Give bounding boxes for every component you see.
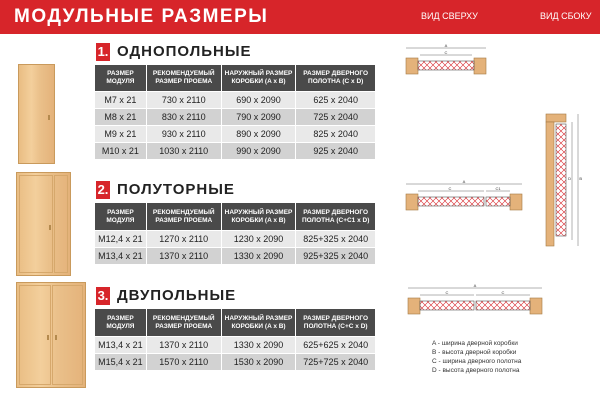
table-cell: 1270 x 2110: [146, 231, 221, 248]
column-header: РАЗМЕР МОДУЛЯ: [95, 203, 147, 231]
table-cell: 930 x 2110: [146, 126, 221, 143]
column-header: РЕКОМЕНДУЕМЫЙ РАЗМЕР ПРОЕМА: [146, 203, 221, 231]
dimension-a-label: A: [462, 180, 466, 184]
table-cell: 1230 x 2090: [221, 231, 296, 248]
double-door-table: [94, 308, 376, 371]
table-cell: M13,4 x 21: [95, 248, 147, 265]
table-cell: 1030 x 2110: [146, 143, 221, 160]
table-cell: M15,4 x 21: [95, 354, 147, 371]
table-cell: 690 x 2090: [221, 92, 296, 109]
column-header: РАЗМЕР ДВЕРНОГО ПОЛОТНА (C+C1 x D): [296, 203, 376, 231]
dimension-c1-label: C1: [495, 186, 501, 191]
dimension-b-label: B: [579, 176, 582, 181]
table-cell: 825 x 2040: [296, 126, 376, 143]
column-header: НАРУЖНЫЙ РАЗМЕР КОРОБКИ (A x B): [221, 203, 296, 231]
dimension-c-label: C: [445, 290, 449, 295]
double-door-top-view-diagram: [404, 284, 546, 322]
table-cell: M9 x 21: [95, 126, 147, 143]
table-cell: 925 x 2040: [296, 143, 376, 160]
column-header: РЕКОМЕНДУЕМЫЙ РАЗМЕР ПРОЕМА: [146, 309, 221, 337]
table-cell: 990 x 2090: [221, 143, 296, 160]
legend: [432, 339, 521, 375]
table-cell: 625 x 2040: [296, 92, 376, 109]
section-3-title: ДВУПОЛЬНЫЕ: [117, 287, 237, 304]
table-cell: M10 x 21: [95, 143, 147, 160]
one-and-half-door-image: [16, 172, 71, 276]
table-cell: 1330 x 2090: [221, 248, 296, 265]
table-cell: 890 x 2090: [221, 126, 296, 143]
side-view-diagram: [540, 110, 584, 250]
single-door-image: [18, 64, 55, 164]
dimension-d-label: D: [568, 176, 571, 181]
table-cell: 725+725 x 2040: [296, 354, 376, 371]
column-header: РЕКОМЕНДУЕМЫЙ РАЗМЕР ПРОЕМА: [146, 65, 221, 92]
table-cell: M12,4 x 21: [95, 231, 147, 248]
table-cell: 730 x 2110: [146, 92, 221, 109]
table-cell: 1370 x 2110: [146, 248, 221, 265]
column-header: РАЗМЕР ДВЕРНОГО ПОЛОТНА (C+C x D): [296, 309, 376, 337]
table-cell: 830 x 2110: [146, 109, 221, 126]
dimension-c-label: C: [501, 290, 505, 295]
column-header: РАЗМЕР МОДУЛЯ: [95, 65, 147, 92]
table-cell: 790 x 2090: [221, 109, 296, 126]
column-header: НАРУЖНЫЙ РАЗМЕР КОРОБКИ (A x B): [221, 309, 296, 337]
page-title: МОДУЛЬНЫЕ РАЗМЕРЫ: [14, 6, 269, 27]
table-cell: 625+625 x 2040: [296, 337, 376, 354]
section-2-number: 2.: [97, 182, 109, 197]
section-3-number: 3.: [97, 288, 109, 303]
table-cell: M8 x 21: [95, 109, 147, 126]
legend-item: D - высота дверного полотна: [432, 367, 520, 374]
section-2-title: ПОЛУТОРНЫЕ: [117, 181, 235, 198]
dimension-a-label: A: [473, 284, 477, 288]
table-cell: 925+325 x 2040: [296, 248, 376, 265]
dimension-a-label: A: [444, 44, 448, 48]
column-header: НАРУЖНЫЙ РАЗМЕР КОРОБКИ (A x B): [221, 65, 296, 92]
one-and-half-door-top-view-diagram: [400, 180, 528, 218]
table-cell: 825+325 x 2040: [296, 231, 376, 248]
table-cell: 1530 x 2090: [221, 354, 296, 371]
single-door-top-view-diagram: [400, 44, 492, 82]
legend-item: C - ширина дверного полотна: [432, 358, 522, 365]
table-cell: 1570 x 2110: [146, 354, 221, 371]
table-cell: 1370 x 2110: [146, 337, 221, 354]
table-cell: M13,4 x 21: [95, 337, 147, 354]
legend-item: A - ширина дверной коробки: [432, 340, 518, 347]
header-bar: [0, 0, 600, 34]
table-cell: 725 x 2040: [296, 109, 376, 126]
top-view-label: ВИД СВЕРХУ: [421, 11, 478, 21]
table-cell: 1330 x 2090: [221, 337, 296, 354]
dimension-c-label: C: [444, 50, 448, 55]
column-header: РАЗМЕР МОДУЛЯ: [95, 309, 147, 337]
column-header: РАЗМЕР ДВЕРНОГО ПОЛОТНА (C x D): [296, 65, 376, 92]
section-1-number: 1.: [97, 44, 109, 59]
section-1-title: ОДНОПОЛЬНЫЕ: [117, 43, 252, 60]
legend-item: B - высота дверной коробки: [432, 349, 517, 356]
dimension-c-label: C: [448, 186, 452, 191]
table-cell: M7 x 21: [95, 92, 147, 109]
double-door-image: [16, 282, 86, 388]
side-view-label: ВИД СБОКУ: [540, 11, 592, 21]
single-door-table: [94, 64, 376, 160]
one-and-half-door-table: [94, 202, 376, 265]
